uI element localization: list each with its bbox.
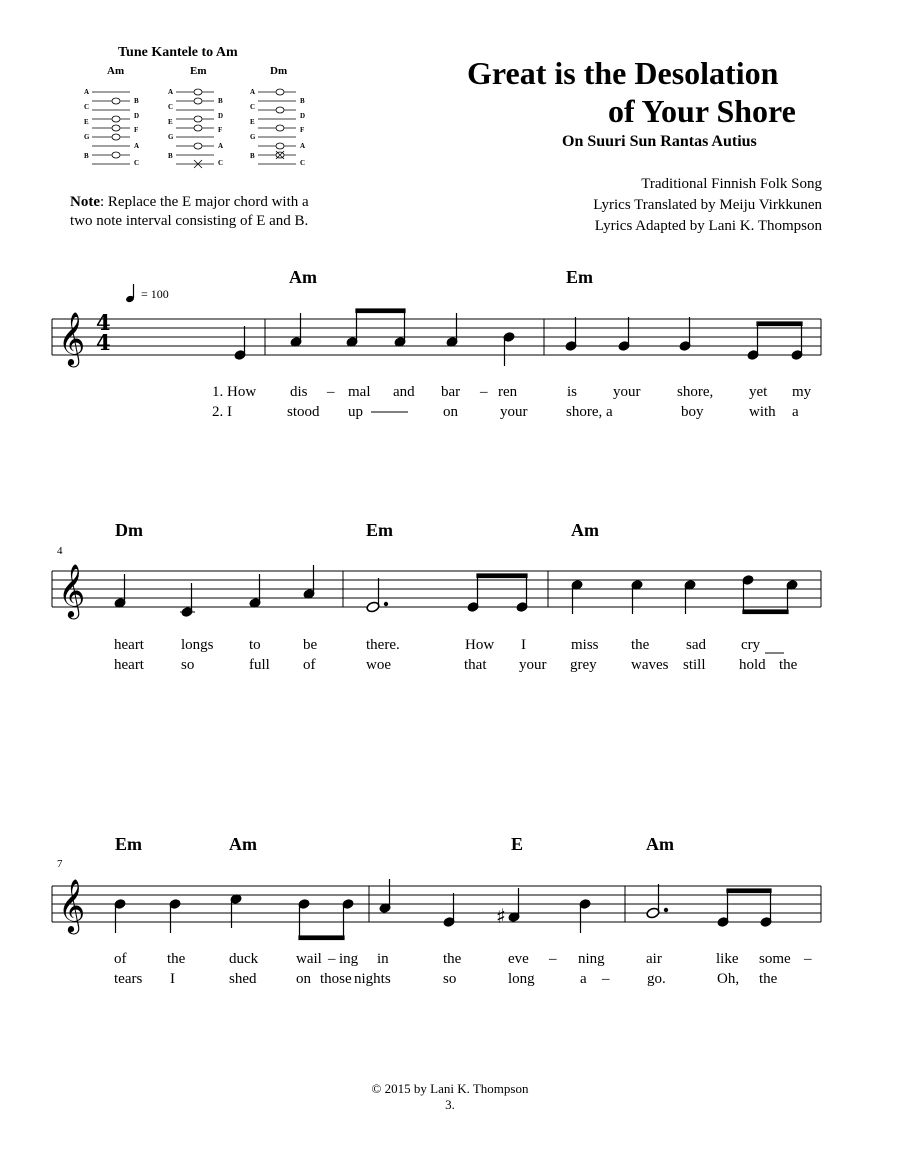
lyric-syllable: those: [320, 971, 352, 987]
lyric-syllable: the: [167, 951, 186, 967]
lyric-syllable: dis: [290, 384, 308, 400]
lyric-syllable: ning: [578, 951, 605, 967]
tuning-chart-label-am: Am: [107, 65, 125, 77]
tuning-letter: D: [300, 112, 306, 120]
lyric-syllable: long: [508, 971, 535, 987]
lyric-hyphen: –: [804, 951, 812, 967]
lyric-syllable: waves: [631, 657, 669, 673]
time-signature-bottom: 4: [96, 330, 111, 355]
note-beam: [356, 309, 405, 313]
lyric-syllable: hold: [739, 657, 766, 673]
tuning-letter: E: [84, 118, 89, 126]
lyric-syllable: the: [779, 657, 798, 673]
sharp-icon: ♯: [496, 904, 506, 928]
tuning-letter: F: [218, 126, 223, 134]
lyric-hyphen: –: [602, 971, 610, 987]
chord-symbol: Am: [289, 267, 317, 287]
page-subtitle: On Suuri Sun Rantas Autius: [562, 133, 757, 150]
lyric-syllable: be: [303, 637, 318, 653]
measure-number: 7: [57, 858, 63, 870]
lyric-syllable: heart: [114, 637, 144, 653]
lyric-syllable: nights: [354, 971, 391, 987]
lyric-syllable: like: [716, 951, 739, 967]
lyric-syllable: the: [631, 637, 650, 653]
lyric-syllable: longs: [181, 637, 214, 653]
lyric-syllable: some: [759, 951, 791, 967]
tuning-letter: C: [218, 159, 224, 167]
lyric-syllable: tears: [114, 971, 143, 987]
credit-composer: Traditional Finnish Folk Song: [641, 176, 822, 192]
lyric-syllable: a: [580, 971, 587, 987]
tuning-letter: B: [168, 152, 173, 160]
lyric-syllable: there.: [366, 637, 400, 653]
tuning-diagrams: [84, 88, 305, 168]
tuning-letter: D: [218, 112, 224, 120]
lyric-syllable: your: [519, 657, 547, 673]
note-beam: [743, 610, 788, 614]
tuning-letter: A: [300, 142, 306, 150]
lyric-syllable: is: [567, 384, 578, 400]
tuning-letter: F: [134, 126, 139, 134]
lyric-syllable: woe: [366, 657, 391, 673]
tuning-letter: A: [84, 88, 90, 96]
lyric-syllable: shed: [229, 971, 257, 987]
note-text-1: : Replace the E major chord with a: [100, 194, 309, 210]
lyric-syllable: sad: [686, 637, 706, 653]
lyric-syllable: my: [792, 384, 812, 400]
lyric-syllable: up: [348, 404, 363, 420]
tuning-title: Tune Kantele to Am: [118, 45, 238, 60]
page-title-line2: of Your Shore: [608, 93, 796, 129]
lyric-syllable: to: [249, 637, 261, 653]
lyric-syllable: still: [683, 657, 706, 673]
tuning-letter: B: [250, 152, 255, 160]
lyric-syllable: the: [759, 971, 778, 987]
lyric-syllable: of: [114, 951, 127, 967]
lyric-syllable: shore, a: [566, 404, 613, 420]
tuning-letter: F: [300, 126, 305, 134]
lyric-syllable: grey: [570, 657, 597, 673]
lyric-syllable: and: [393, 384, 415, 400]
tuning-letter: G: [84, 133, 90, 141]
tuning-letter: C: [300, 159, 306, 167]
lyric-syllable: air: [646, 951, 662, 967]
lyric-syllable: of: [303, 657, 316, 673]
measure-number: 4: [57, 545, 63, 557]
tuning-chart-dm: [250, 88, 305, 167]
lyric-syllable: boy: [681, 404, 704, 420]
lyric-syllable: bar: [441, 384, 461, 400]
tuning-letter: B: [84, 152, 89, 160]
lyric-syllable: on: [296, 971, 311, 987]
tuning-letter: E: [250, 118, 255, 126]
lyric-syllable: wail: [296, 951, 322, 967]
tuning-letter: B: [300, 97, 305, 105]
chord-symbol: Am: [571, 520, 599, 540]
lyric-syllable: shore,: [677, 384, 714, 400]
lyric-syllable: 2. I: [212, 404, 232, 420]
lyric-syllable: go.: [647, 971, 666, 987]
time-signature-top: 4: [96, 310, 111, 335]
notes-system-2: [114, 565, 798, 653]
note-text-2: two note interval consisting of E and B.: [70, 213, 309, 229]
tempo-value: = 100: [141, 287, 169, 301]
lyric-syllable: I: [521, 637, 526, 653]
lyric-hyphen: –: [549, 951, 557, 967]
chord-symbol: Em: [566, 267, 593, 287]
lyric-syllable: stood: [287, 404, 320, 420]
chord-symbol: Em: [366, 520, 393, 540]
lyric-syllable: ren: [498, 384, 518, 400]
lyric-syllable: in: [377, 951, 389, 967]
tuning-letter: A: [250, 88, 256, 96]
lyric-syllable: duck: [229, 951, 259, 967]
treble-clef-icon: 𝄞: [58, 311, 86, 365]
chord-symbol: Am: [646, 834, 674, 854]
notes-system-1: [234, 309, 803, 412]
lyric-syllable: cry: [741, 637, 761, 653]
chord-symbol: Am: [229, 834, 257, 854]
notes-system-3: [114, 879, 772, 940]
note-beam: [727, 889, 771, 893]
lyric-syllable: so: [443, 971, 457, 987]
note-beam: [299, 936, 344, 940]
lyric-syllable: miss: [571, 637, 599, 653]
lyric-syllable: that: [464, 657, 487, 673]
tuning-letter: C: [134, 159, 140, 167]
tuning-chart-am: [84, 88, 139, 167]
treble-clef-icon: 𝄞: [58, 878, 86, 932]
lyric-hyphen: –: [328, 951, 336, 967]
tuning-letter: C: [250, 103, 256, 111]
tuning-letter: A: [218, 142, 224, 150]
tuning-chart-em: [168, 88, 223, 168]
lyric-syllable: the: [443, 951, 462, 967]
staff-system-1: [52, 319, 821, 355]
chord-symbol: Em: [115, 834, 142, 854]
lyric-syllable: Oh,: [717, 971, 740, 987]
tuning-letter: A: [134, 142, 140, 150]
lyric-hyphen: –: [327, 384, 335, 400]
tuning-letter: A: [168, 88, 174, 96]
tuning-letter: C: [84, 103, 90, 111]
footer-page-number: 3.: [445, 1097, 455, 1112]
tuning-letter: G: [168, 133, 174, 141]
staff-system-3: [52, 886, 821, 922]
tuning-letter: D: [134, 112, 140, 120]
lyric-syllable: eve: [508, 951, 529, 967]
lyric-syllable: your: [613, 384, 641, 400]
lyric-syllable: I: [170, 971, 175, 987]
staff-system-2: [52, 571, 821, 607]
credit-translator: Lyrics Translated by Meiju Virkkunen: [593, 197, 822, 213]
note-label: Note: [70, 194, 100, 210]
lyric-syllable: How: [465, 637, 495, 653]
tuning-chart-label-dm: Dm: [270, 65, 288, 77]
lyric-syllable: full: [249, 657, 270, 673]
page-title-line1: Great is the Desolation: [467, 55, 779, 91]
lyric-syllable: so: [181, 657, 195, 673]
tuning-letter: C: [168, 103, 174, 111]
lyric-syllable: heart: [114, 657, 144, 673]
note-beam: [757, 322, 802, 326]
lyric-syllable: mal: [348, 384, 371, 400]
chord-symbol: Dm: [115, 520, 143, 540]
chord-symbol: E: [511, 834, 524, 854]
tuning-letter: B: [134, 97, 139, 105]
augmentation-dot: [384, 602, 387, 605]
lyric-syllable: on: [443, 404, 458, 420]
tuning-letter: G: [250, 133, 256, 141]
augmentation-dot: [664, 908, 667, 911]
footer-copyright: © 2015 by Lani K. Thompson: [371, 1081, 529, 1096]
lyric-syllable: with: [749, 404, 776, 420]
tuning-letter: B: [218, 97, 223, 105]
note-beam: [477, 574, 527, 578]
treble-clef-icon: 𝄞: [58, 563, 86, 617]
credit-adapter: Lyrics Adapted by Lani K. Thompson: [594, 218, 822, 234]
lyric-syllable: ing: [339, 951, 359, 967]
lyric-syllable: yet: [749, 384, 768, 400]
tuning-chart-label-em: Em: [190, 65, 207, 77]
lyric-syllable: your: [500, 404, 528, 420]
lyric-syllable: a: [792, 404, 799, 420]
lyric-hyphen: –: [480, 384, 488, 400]
tuning-letter: E: [168, 118, 173, 126]
lyric-syllable: 1. How: [212, 384, 257, 400]
